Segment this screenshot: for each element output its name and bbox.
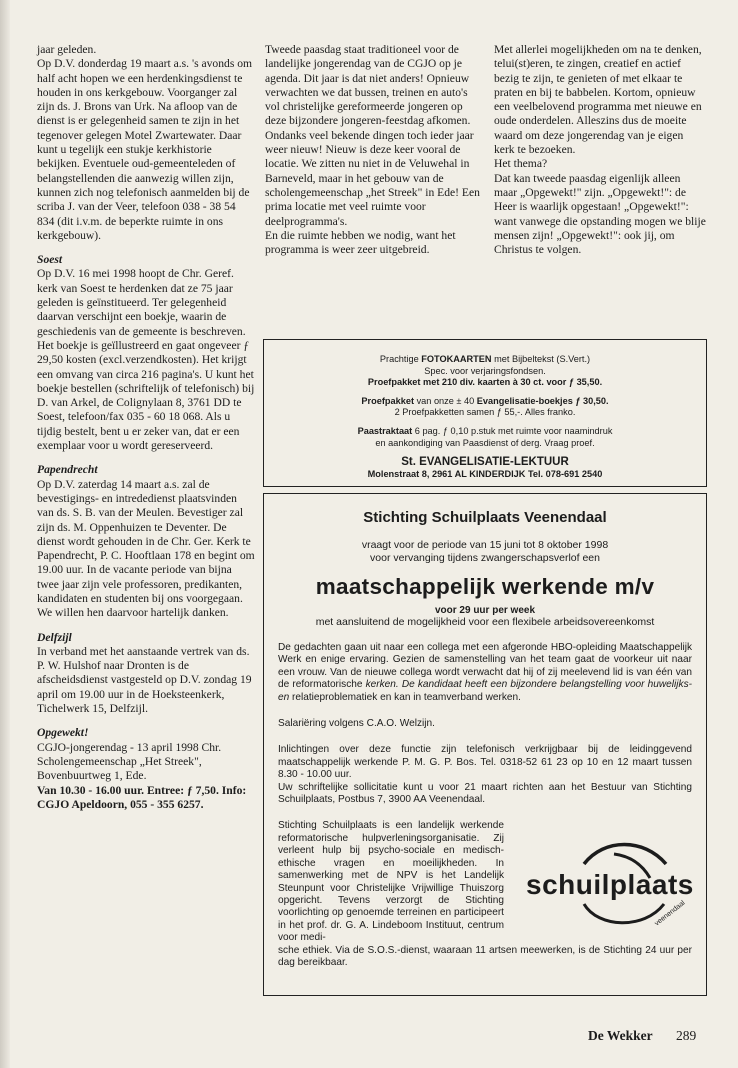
jongerendag-paragraph: Tweede paasdag staat traditioneel voor de landelijke jongerendag van de CGJO op je agenda. Dit jaar is dat niet anders! Opnieuw verwachten we dat bussen, treinen en auto's vol christelijke gereformeerde jongeren op deze bijzondere jongeren-feestdag afkomen. Ondanks veel bekende dingen toch ieder jaar weer nieuw! Nieuw is deze keer vooral de locatie. We zitten nu niet in de Veluwehal in Barneveld, maar in het gebouw van de scholengemeenschap „het Streek" in Ede! Een prima locatie met veel ruimte voor deelprogramma's. [265, 43, 480, 228]
schuilplaats-logo [526, 834, 696, 944]
papendrecht-heading: Papendrecht [37, 463, 98, 477]
ad2-period: vraagt voor de periode van 15 juni tot 8 oktober 1998 [361, 539, 609, 551]
intro-text: jaar geleden. [37, 43, 97, 56]
programma-paragraph: En die ruimte hebben we nodig, want het programma is weer zeer uitgebreid. [265, 228, 456, 257]
fotokaarten-block [264, 354, 706, 389]
ad1-line3-end: met 210 div. kaarten à 30 ct. voor ƒ 35,50. [420, 377, 603, 388]
delfzijl-heading: Delfzijl [37, 630, 72, 644]
ad2-about-paragraph: Stichting Schuilplaats is een landelijk werkende reformatorische hulpverleningsorganisatie. Zij verleent hulp bij psycho-sociale en medisch-ethische vragen en moeilijkheden. In samenwerking met de NPV is het Landelijk Steunpunt voor Christelijke Vrijwillige Thuiszorg opgericht. Tevens verzorgt de Stichting voorlichting op genoemde terreinen en participeert in het prof. dr. G. A. Lindeboom Instituut, centrum voor medi- [278, 820, 504, 944]
ad1-proefpakket-label-2: Proefpakket [361, 395, 415, 406]
soest-heading: Soest [37, 253, 63, 267]
ad2-replacement: voor vervanging tijdens zwangerschapsverlof een [370, 552, 600, 564]
page-binding-edge [0, 0, 10, 1068]
ad1-line2: Spec. voor verjaringsfondsen. [424, 365, 546, 376]
ad2-heading: Stichting Schuilplaats Veenendaal [363, 509, 607, 526]
ad2-profile-text: De gedachten gaan uit naar een collega met een afgeronde HBO-opleiding Maatschappelijk Werk en enige ervaring. Gezien de samenstelling van het team gaat de voorkeur uit naar een vrouw. Van de nieuwe collega wordt verwacht dat hij of zij meelevend lid is van één van de reformatorische [278, 642, 692, 691]
ad2-hours: voor 29 uur per week [434, 605, 536, 616]
papendrecht-paragraph: Op D.V. zaterdag 14 maart a.s. zal de bevestigings- en intrededienst plaatsvinden van ds. S. B. van der Meulen. Bevestiger zal zijn ds. M. Oppenhuizen te Deventer. De dienst wordt gehouden in de Chr. Ger. Kerk te Papendrecht, P. C. Hooftlaan 178 en begint om 19.00 uur. In de vacante periode van bijna twee jaar zijn vele professoren, predikanten, kandidaten en studenten bij ons voorgegaan. We willen hen daarvoor hartelijk danken. [37, 477, 255, 620]
ad2-about-tail: sche ethiek. Via de S.O.S.-dienst, waaraan 11 artsen meewerken, is de Stichting 24 uur per dag bereikbaar. [278, 944, 692, 968]
schuilplaats-vacancy-advertisement [263, 493, 707, 996]
mogelijkheden-paragraph: Met allerlei mogelijkheden om na te denken, telui(st)eren, te zingen, creatief en actief bezig te zijn, te genieten of met elkaar te praten en bij te babbelen. Kortom, opnieuw een veelbelovend programma met nieuwe en oude onderdelen. Alleszins dus de moeite waard om deze jongerendag van je eigen kerk te bezoeken. [494, 43, 702, 157]
ad1-line4-mid: van onze ± 40 [414, 395, 477, 406]
ad1-proefpakket-label: Proefpakket [367, 377, 421, 388]
opgewekt-paragraph-2: Dat kan tweede paasdag eigenlijk alleen maar „Opgewekt!" zijn. „Opgewekt!": de Heer is waarlijk opgestaan! „Opgewekt!": want vanwege die opstanding mogen we blije mensen zijn! „Opgewekt!": ook jij, om Christus te volgen. [494, 171, 706, 257]
magazine-title: De Wekker [588, 1028, 653, 1043]
thema-question: Het thema? [494, 157, 548, 171]
page-number: 289 [676, 1028, 697, 1043]
column-2 [265, 43, 485, 257]
delfzijl-paragraph: In verband met het aanstaande vertrek van ds. P. W. Hulshof naar Dronten is de afscheidsdienst vastgesteld op D.V. zondag 19 april om 19.00 uur in de Hoeksteenkerk, Tichelwerk 15, Delfzijl. [37, 644, 252, 716]
zwartewater-paragraph: Op D.V. donderdag 19 maart a.s. 's avonds om half acht hopen we een herdenkingsdienst te houden in ons kerkgebouw. Voorganger zal zijn ds. J. Brons van Urk. Na afloop van de dienst is er gelegenheid samen te zijn in het tegenover gelegen Motel Zwartewater. Daar kunt u tegelijk een stukje kerkhistorie bekijken. Eventuele oud-gemeenteleden of belangstellenden die aanwezig willen zijn, kunnen zich nog telefonisch aanmelden bij de scriba J. van der Veer, telefoon 038 - 38 54 834 (dit i.v.m. de beperkte ruimte in ons kerkgebouw). [37, 57, 253, 242]
ad1-fotokaarten-label: FOTOKAARTEN [421, 354, 492, 364]
ad1-line7: en aankondiging van Paasdienst of derg. Vraag proef. [375, 437, 595, 448]
logo-subtitle: veenendaal [653, 899, 687, 928]
opgewekt-entry-info: Van 10.30 - 16.00 uur. Entree: ƒ 7,50. Info: CGJO Apeldoorn, 055 - 355 6257. [37, 783, 247, 811]
column-1 [37, 43, 255, 812]
column-3 [494, 43, 706, 257]
ad2-subtitle [264, 539, 706, 565]
logo-wordmark: schuilplaats [526, 869, 694, 900]
boekjes-block [264, 396, 706, 419]
soest-paragraph: Op D.V. 16 mei 1998 hoopt de Chr. Geref. kerk van Soest te herdenken dat ze 75 jaar geleden is geïnstitueerd. Ter gelegenheid daarvan verschijnt een boekje, waarin de geschiedenis van de gemeente is beschreven. Het boekje is geïllustreerd en gaat ongeveer ƒ 29,50 kosten (excl.verzendkosten). Het krijgt een omvang van circa 216 pagina's. U kunt het boekje bestellen (schriftelijk of telefonisch) bij D. van Arkel, de Colignylaan 8, 3761 DD te Soest, telefoon/fax 035 - 60 18 068. Als u tijdig bestelt, bent u er zeker van, dat er een exemplaar voor u wordt gereserveerd. [37, 267, 255, 453]
ad2-salary: Salariëring volgens C.A.O. Welzijn. [278, 718, 435, 730]
ad2-profile-italic: kerken. De kandidaat heeft een bijzondere belangstelling voor huwelijks- en [278, 679, 692, 703]
opgewekt-paragraph: CGJO-jongerendag - 13 april 1998 Chr. Scholengemeenschap „Het Streek", Bovenbuurtweg 1, Ede. [37, 740, 222, 783]
ad2-profile-paragraph [278, 642, 692, 704]
ad1-line5: 2 Proefpakketten samen ƒ 55,-. Alles franko. [394, 407, 576, 418]
ad2-profile-end: relatieproblematiek en kan in teamverband werken. [289, 691, 521, 703]
ad2-job-title: maatschappelijk werkende m/v [315, 574, 655, 599]
ad2-info-paragraph: Inlichtingen over deze functie zijn telefonisch verkrijgbaar bij de leidinggevend maatschappelijk werkende P. M. G. P. Bos. Tel. 0318-52 61 23 op 10 en 12 maart tussen 8.30 - 10.00 uur. [278, 744, 692, 781]
ad1-boekjes-label: Evangelisatie-boekjes ƒ 30,50. [476, 395, 609, 406]
ad1-address: Molenstraat 8, 2961 AL KINDERDIJK Tel. 078-691 2540 [367, 469, 603, 480]
ad2-application-paragraph: Uw schriftelijke sollicitatie kunt u voor 21 maart richten aan het Bestuur van Stichting Schuilplaats, Postbus 7, 3900 AA Veenendaal. [278, 781, 692, 806]
ad1-line1-end: met Bijbeltekst (S.Vert.) [491, 354, 591, 364]
opgewekt-heading: Opgewekt! [37, 726, 89, 740]
ad1-organization-name: St. EVANGELISATIE-LEKTUUR [401, 456, 569, 469]
ad1-line6-end: 6 pag. ƒ 0,10 p.stuk met ruimte voor naamindruk [412, 425, 613, 436]
fotokaarten-advertisement [263, 339, 707, 487]
ad2-contract-note: met aansluitend de mogelijkheid voor een flexibele arbeidsovereenkomst [315, 616, 655, 628]
ad1-paastraktaat-label: Paastraktaat [357, 425, 413, 436]
ad1-line1-start: Prachtige [379, 354, 422, 364]
paastraktaat-block [264, 426, 706, 449]
